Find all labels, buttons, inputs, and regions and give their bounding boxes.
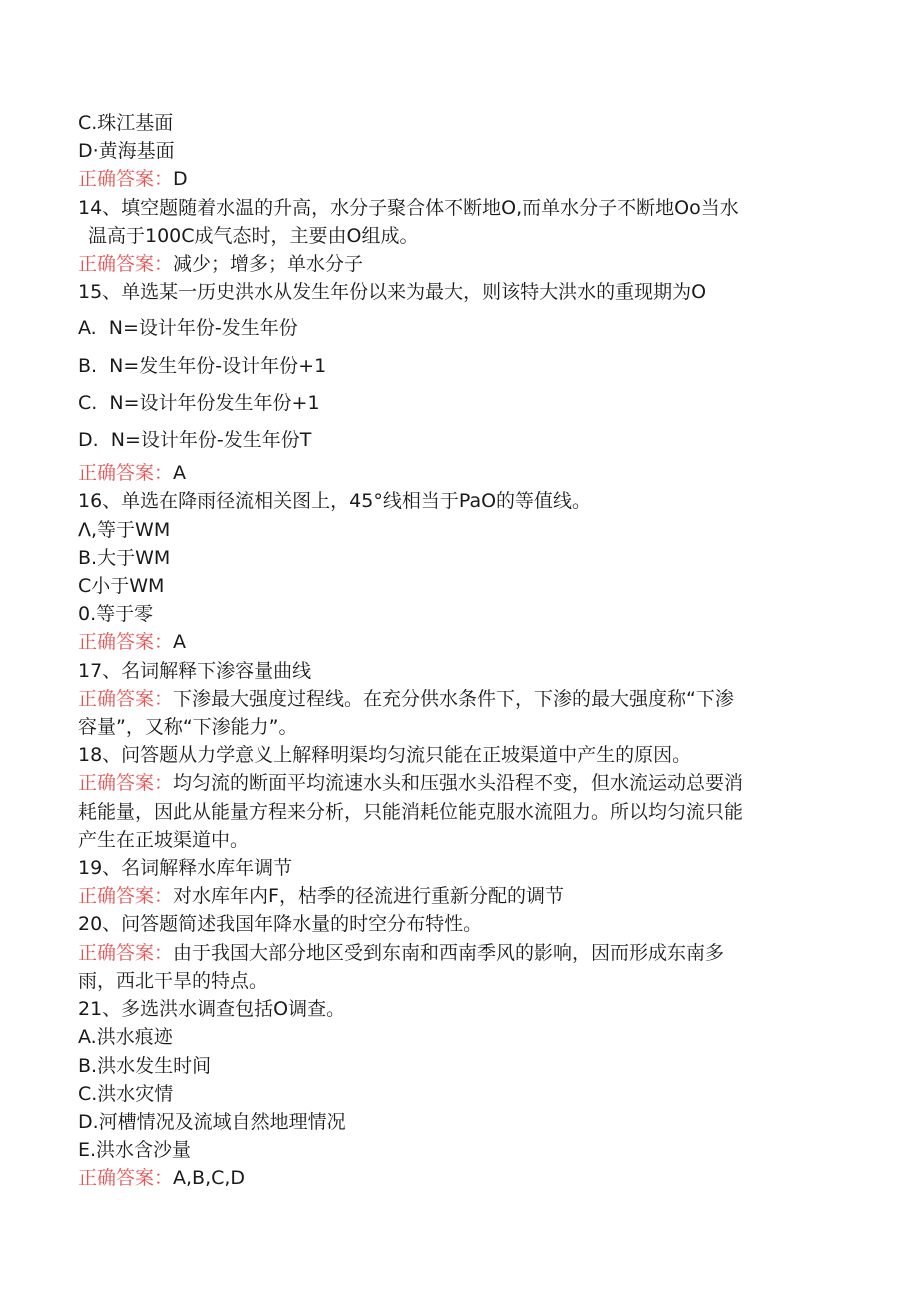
option-c: C. N=设计年份发生年份+1 [78,391,320,414]
answer-value: A,B,C,D [173,1167,246,1190]
question-18: 18、问答题从力学意义上解释明渠均匀流只能在正坡渠道中产生的原因。 [78,744,692,767]
option-b: B. N=发生年份-设计年份+1 [78,354,327,377]
option-c: C.珠江基面 [78,112,174,134]
option-a: Λ,等于WM [78,518,171,541]
question-16: 16、单选在降雨径流相关图上，45°线相当于PaO的等值线。 [78,490,592,513]
answer-label: 正确答案： [78,462,174,485]
answer-value: A [173,631,187,654]
answer-line [78,1164,838,1192]
option-d: D·黄海基面 [78,140,175,163]
document-page [78,109,838,1193]
option-c: C小于WM [78,575,165,598]
answer-value: 减少；增多；单水分子 [173,253,364,276]
answer-label: 正确答案： [78,687,174,710]
option-e: E.洪水含沙量 [78,1139,192,1162]
option-a: A.洪水痕迹 [78,1026,173,1049]
question-21: 21、多选洪水调查包括O调查。 [78,998,346,1021]
answer-cont: 容量”，又称“下渗能力”。 [78,716,298,739]
answer-cont: 耗能量，因此从能量方程来分析，只能消耗位能克服水流阻力。所以均匀流只能 [78,800,744,823]
answer-cont: 雨，西北干旱的特点。 [78,969,269,992]
answer-value: 下渗最大强度过程线。在充分供水条件下，下渗的最大强度称“下渗 [173,687,734,710]
answer-label: 正确答案： [78,631,174,654]
option-c: C.洪水灾情 [78,1082,174,1105]
answer-line [78,165,838,193]
answer-label: 正确答案： [78,772,174,795]
option-d: D. N=设计年份-发生年份T [78,429,312,452]
answer-line [78,882,838,910]
option-d: 0.等于零 [78,603,154,626]
question-20: 20、问答题简述我国年降水量的时空分布特性。 [78,913,483,936]
answer-value: 由于我国大部分地区受到东南和西南季风的影响，因而形成东南多 [173,941,725,964]
answer-label: 正确答案： [78,885,174,908]
answer-label: 正确答案： [78,941,174,964]
answer-value: 均匀流的断面平均流速水头和压强水头沿程不变，但水流运动总要消 [173,772,744,795]
option-d: D.河槽情况及流域自然地理情况 [78,1110,346,1133]
answer-label: 正确答案： [78,1167,174,1190]
answer-line [78,769,838,797]
answer-line [78,459,838,487]
option-b: B.洪水发生时间 [78,1054,212,1077]
answer-cont: 产生在正坡渠道中。 [78,828,250,851]
answer-value: 对水库年内F，枯季的径流进行重新分配的调节 [173,885,564,908]
answer-line [78,685,838,713]
answer-value: D [173,168,188,191]
question-15: 15、单选某一历史洪水从发生年份以来为最大，则该特大洪水的重现期为O [78,281,707,304]
answer-value: A [173,462,187,485]
answer-line [78,250,838,278]
answer-line [78,939,838,967]
option-b: B.大于WM [78,546,171,569]
question-14-cont: 温高于100C成气态时，主要由O组成。 [88,224,419,247]
answer-line [78,628,838,656]
answer-label: 正确答案： [78,253,174,276]
question-14: 14、填空题随着水温的升高，水分子聚合体不断地O,而单水分子不断地Oo当水 [78,196,739,219]
question-17: 17、名词解释下渗容量曲线 [78,659,312,682]
answer-label: 正确答案： [78,168,174,191]
question-19: 19、名词解释水库年调节 [78,857,293,880]
option-a: A. N=设计年份-发生年份 [78,317,298,340]
